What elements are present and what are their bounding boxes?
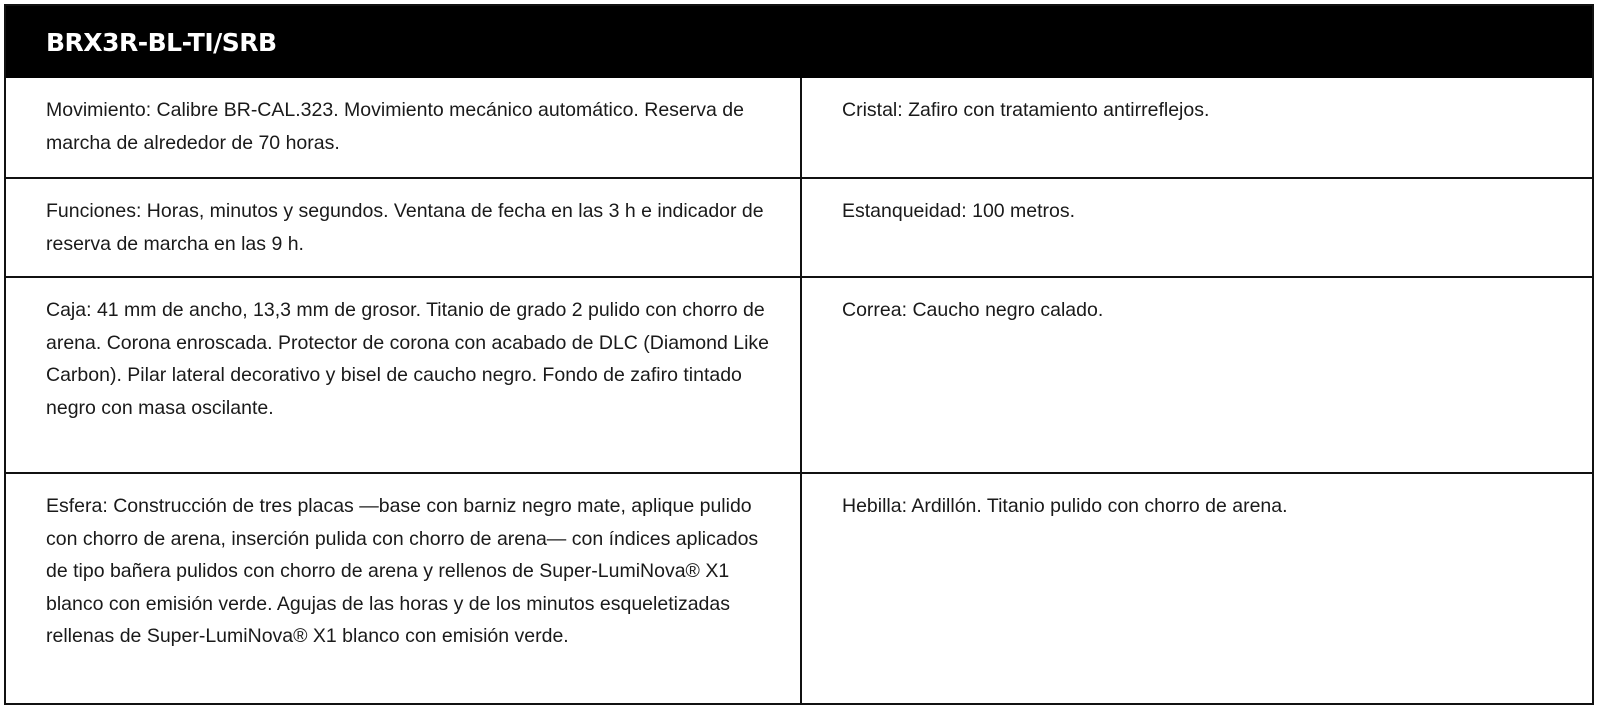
table-row-dial <box>6 472 1592 703</box>
spec-functions: Funciones: Horas, minutos y segundos. Ventana de fecha en las 3 h e indicador de reserva de marcha en las 9 h. <box>6 179 802 276</box>
table-title: BRX3R-BL-TI/SRB <box>6 6 1592 78</box>
spec-table <box>4 4 1594 705</box>
spec-movement: Movimiento: Calibre BR-CAL.323. Movimiento mecánico automático. Reserva de marcha de alrededor de 70 horas. <box>6 78 802 177</box>
spec-strap: Correa: Caucho negro calado. <box>842 299 1104 321</box>
spec-buckle: Hebilla: Ardillón. Titanio pulido con chorro de arena. <box>842 495 1288 517</box>
spec-dial: Esfera: Construcción de tres placas —base con barniz negro mate, aplique pulido con chorro de arena, inserción pulida con chorro de arena— con índices aplicados de tipo bañera pulidos con chorro de arena y rellenos de Super-LumiNova® X1 blanco con emisión verde. Agujas de las horas y de los minutos esqueletizadas rellenas de Super-LumiNova® X1 blanco con emisión verde. <box>6 474 802 703</box>
table-row-functions <box>6 177 1592 276</box>
table-row-case <box>6 276 1592 472</box>
spec-case: Caja: 41 mm de ancho, 13,3 mm de grosor. Titanio de grado 2 pulido con chorro de arena. Corona enroscada. Protector de corona con acabado de DLC (Diamond Like Carbon). Pilar lateral decorativo y bisel de caucho negro. Fondo de zafiro tintado negro con masa oscilante. <box>6 278 802 472</box>
spec-water-resistance: Estanqueidad: 100 metros. <box>842 200 1076 222</box>
table-row-movement <box>6 78 1592 177</box>
spec-crystal: Cristal: Zafiro con tratamiento antirreflejos. <box>842 99 1210 121</box>
